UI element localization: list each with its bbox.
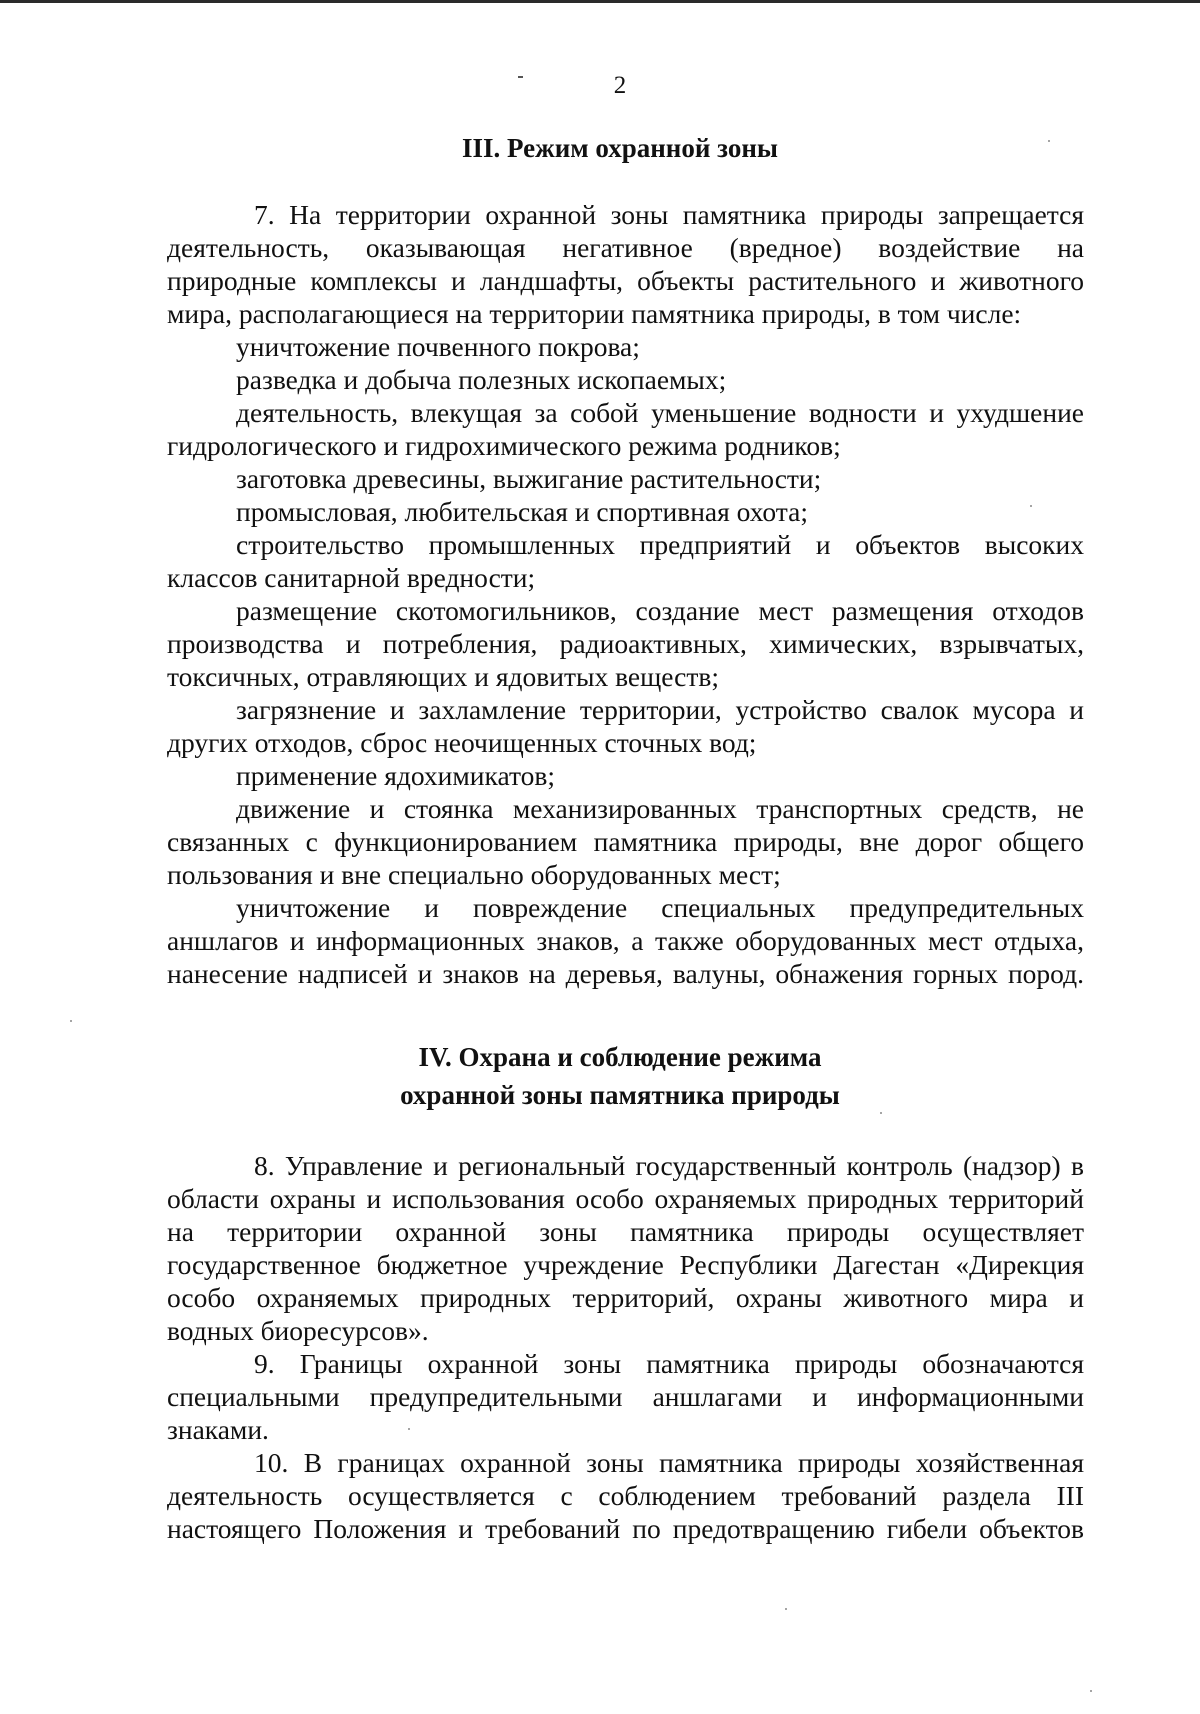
scan-speck [1090, 1690, 1092, 1692]
list-item-line: гидрологического и гидрохимического режима родников; [167, 430, 841, 461]
list-item-line: токсичных, отравляющих и ядовитых веществ; [167, 661, 720, 692]
paragraph-line: на территории охранной зоны памятника природы осуществляет [167, 1216, 1084, 1247]
section-4-heading-line-1: IV. Охрана и соблюдение режима [418, 1042, 822, 1072]
paragraph-line: деятельность осуществляется с соблюдением требований раздела III [167, 1480, 1084, 1511]
list-item-line: движение и стоянка механизированных транспортных средств, не [236, 793, 1084, 824]
paragraph-line: области охраны и использования особо охраняемых природных территорий [167, 1183, 1084, 1214]
list-item-line: производства и потребления, радиоактивных, химических, взрывчатых, [167, 628, 1084, 659]
paragraph-line: 10. В границах охранной зоны памятника природы хозяйственная [254, 1447, 1084, 1478]
list-item-line: аншлагов и информационных знаков, а также оборудованных мест отдыха, [167, 925, 1084, 956]
list-item-line: уничтожение и повреждение специальных предупредительных [236, 892, 1084, 923]
section-4-heading-line-2: охранной зоны памятника природы [400, 1080, 840, 1110]
scan-speck [408, 1428, 410, 1430]
scan-speck [1048, 140, 1050, 142]
paragraph-line: знаками. [167, 1414, 269, 1445]
list-item-line: разведка и добыча полезных ископаемых; [236, 364, 727, 395]
page-number: 2 [613, 72, 627, 99]
list-item-line: деятельность, влекущая за собой уменьшение водности и ухудшение [236, 397, 1084, 428]
paragraph-line: 7. На территории охранной зоны памятника природы запрещается [254, 199, 1084, 230]
paragraph-line: мира, располагающиеся на территории памятника природы, в том числе: [167, 298, 1022, 329]
paragraph-line: 8. Управление и региональный государственный контроль (надзор) в [254, 1150, 1084, 1181]
paragraph-line: специальными предупредительными аншлагами и информационными [167, 1381, 1084, 1412]
list-item-line: связанных с функционированием памятника природы, вне дорог общего [167, 826, 1084, 857]
scan-speck [785, 1608, 787, 1610]
list-item-line: размещение скотомогильников, создание мест размещения отходов [236, 595, 1084, 626]
paragraph-line: деятельность, оказывающая негативное (вредное) воздействие на [167, 232, 1084, 263]
list-item-line: строительство промышленных предприятий и объектов высоких [236, 529, 1084, 560]
scan-speck [1030, 505, 1032, 507]
list-item-line: нанесение надписей и знаков на деревья, валуны, обнажения горных пород. [167, 958, 1084, 989]
paragraph-line: государственное бюджетное учреждение Республики Дагестан «Дирекция [167, 1249, 1084, 1280]
paragraph-line: настоящего Положения и требований по предотвращению гибели объектов [167, 1513, 1084, 1544]
list-item-line: промысловая, любительская и спортивная охота; [236, 496, 808, 527]
paragraph-line: водных биоресурсов». [167, 1315, 429, 1346]
paragraph-line: природные комплексы и ландшафты, объекты растительного и животного [167, 265, 1084, 296]
list-item-line: пользования и вне специально оборудованных мест; [167, 859, 781, 890]
scan-speck [70, 1020, 72, 1022]
section-3-heading: III. Режим охранной зоны [461, 133, 778, 163]
top-border-line [0, 0, 1200, 3]
list-item-line: загрязнение и захламление территории, устройство свалок мусора и [236, 694, 1084, 725]
paragraph-line: 9. Границы охранной зоны памятника природы обозначаются [254, 1348, 1084, 1379]
list-item-line: других отходов, сброс неочищенных сточных вод; [167, 727, 757, 758]
list-item-line: применение ядохимикатов; [236, 760, 555, 791]
list-item-line: уничтожение почвенного покрова; [236, 331, 640, 362]
list-item-line: заготовка древесины, выжигание растительности; [236, 463, 822, 494]
list-item-line: классов санитарной вредности; [167, 562, 536, 593]
scan-speck [880, 1112, 882, 1114]
paragraph-line: особо охраняемых природных территорий, охраны животного мира и [167, 1282, 1084, 1313]
